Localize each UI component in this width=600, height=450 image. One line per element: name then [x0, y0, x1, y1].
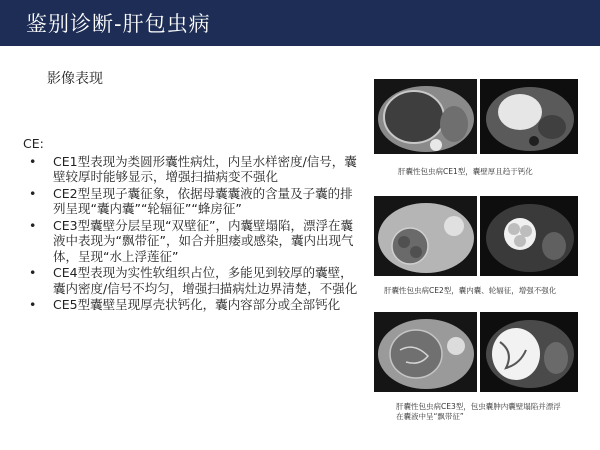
figure-caption-ce3: 肝囊性包虫病CE3型，包虫囊肿内囊壁塌陷并漂浮在囊液中呈“飘带征”: [396, 402, 561, 421]
mri-image-ce2: [480, 196, 578, 276]
ct-image-ce2: [374, 196, 477, 276]
ce-list: [23, 154, 363, 313]
ct-image-ce1: [374, 79, 477, 154]
content-body: [23, 136, 363, 314]
section-title: 影像表现: [47, 71, 103, 87]
figure-caption-ce1: 肝囊性包虫病CE1型，囊壁厚且趋于钙化: [398, 167, 533, 176]
ce-label: CE:: [23, 136, 44, 151]
list-item-ce4: • CE4型表现为实性软组织占位，多能见到较厚的囊壁，囊内密度/信号不均匀，增强扫描病灶边界清楚，不强化: [23, 265, 363, 296]
page-title: 鉴别诊断-肝包虫病: [26, 12, 211, 36]
list-item-ce3: • CE3型囊壁分层呈现“双壁征”，内囊壁塌陷，漂浮在囊液中表现为“飘带征”，如合并胆瘘或感染，囊内出现气体，呈现“水上浮莲征”: [23, 218, 363, 265]
list-item-ce1: • CE1型表现为类圆形囊性病灶，内呈水样密度/信号，囊壁较厚时能够显示，增强扫描病变不强化: [23, 154, 363, 185]
list-item-ce2: • CE2型呈现子囊征象，依据母囊囊液的含量及子囊的排列呈现“囊内囊”“轮辐征”“蜂房征”: [23, 186, 363, 217]
header-bar: [0, 0, 600, 46]
figure-caption-ce2: 肝囊性包虫病CE2型，囊内囊、轮辐征，增强不强化: [384, 286, 557, 295]
mri-image-ce1: [480, 79, 578, 154]
mri-image-ce3: [480, 312, 578, 392]
ct-image-ce3: [374, 312, 477, 392]
list-item-ce5: • CE5型囊壁呈现厚壳状钙化，囊内容部分或全部钙化: [23, 297, 363, 313]
